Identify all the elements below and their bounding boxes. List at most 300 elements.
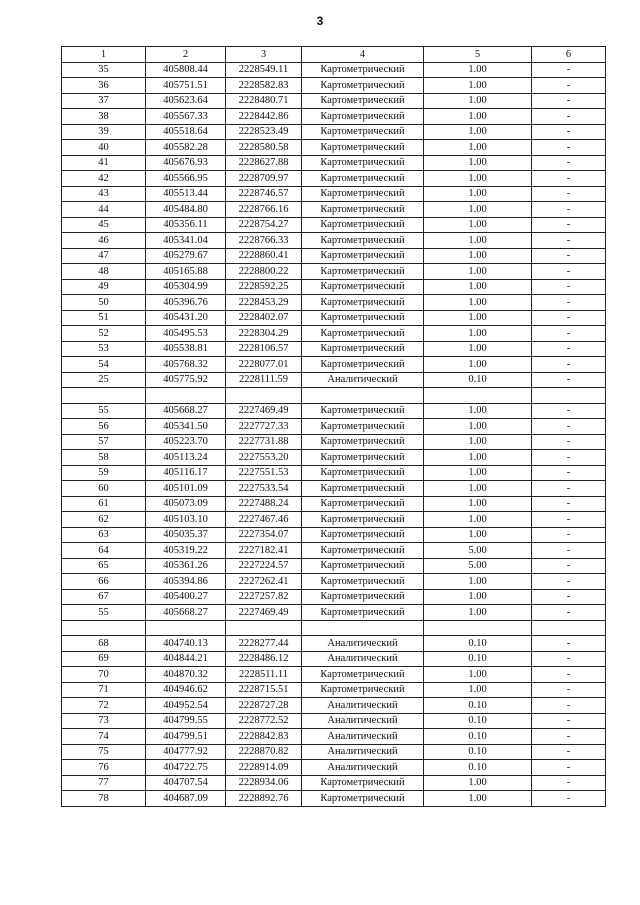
x-coordinate-cell: 405751.51 xyxy=(146,78,226,94)
table-row xyxy=(62,279,606,295)
y-coordinate-cell: 2228511.11 xyxy=(226,667,302,683)
method-cell: Картометрический xyxy=(302,667,424,683)
accuracy-cell: 1.00 xyxy=(424,202,532,218)
x-coordinate-cell: 405165.88 xyxy=(146,264,226,280)
point-number-cell: 59 xyxy=(62,465,146,481)
method-cell: Картометрический xyxy=(302,62,424,78)
note-cell: - xyxy=(532,574,606,590)
x-coordinate-cell: 405279.67 xyxy=(146,248,226,264)
point-number-cell: 67 xyxy=(62,589,146,605)
point-number-cell: 46 xyxy=(62,233,146,249)
point-number-cell: 65 xyxy=(62,558,146,574)
x-coordinate-cell: 405538.81 xyxy=(146,341,226,357)
point-number-cell: 56 xyxy=(62,419,146,435)
table-row xyxy=(62,233,606,249)
x-coordinate-cell: 405103.10 xyxy=(146,512,226,528)
x-coordinate-cell xyxy=(146,388,226,404)
point-number-cell: 37 xyxy=(62,93,146,109)
x-coordinate-cell: 405431.20 xyxy=(146,310,226,326)
note-cell: - xyxy=(532,527,606,543)
method-cell xyxy=(302,388,424,404)
table-row xyxy=(62,636,606,652)
method-cell: Картометрический xyxy=(302,403,424,419)
table-row xyxy=(62,791,606,807)
table-row xyxy=(62,620,606,636)
point-number-cell: 39 xyxy=(62,124,146,140)
x-coordinate-cell: 405035.37 xyxy=(146,527,226,543)
y-coordinate-cell: 2228580.58 xyxy=(226,140,302,156)
y-coordinate-cell: 2228746.57 xyxy=(226,186,302,202)
x-coordinate-cell: 404870.32 xyxy=(146,667,226,683)
table-row xyxy=(62,388,606,404)
accuracy-cell: 1.00 xyxy=(424,465,532,481)
accuracy-cell: 1.00 xyxy=(424,574,532,590)
table-row xyxy=(62,450,606,466)
x-coordinate-cell: 404952.54 xyxy=(146,698,226,714)
method-cell: Картометрический xyxy=(302,264,424,280)
y-coordinate-cell: 2227731.88 xyxy=(226,434,302,450)
note-cell: - xyxy=(532,605,606,621)
point-number-cell: 52 xyxy=(62,326,146,342)
x-coordinate-cell: 405396.76 xyxy=(146,295,226,311)
accuracy-cell: 1.00 xyxy=(424,217,532,233)
method-cell: Картометрический xyxy=(302,295,424,311)
table-row xyxy=(62,155,606,171)
accuracy-cell: 0.10 xyxy=(424,636,532,652)
method-cell: Картометрический xyxy=(302,791,424,807)
accuracy-cell: 1.00 xyxy=(424,171,532,187)
note-cell: - xyxy=(532,698,606,714)
point-number-cell: 35 xyxy=(62,62,146,78)
method-cell: Картометрический xyxy=(302,78,424,94)
method-cell: Аналитический xyxy=(302,372,424,388)
accuracy-cell: 1.00 xyxy=(424,233,532,249)
y-coordinate-cell: 2228842.83 xyxy=(226,729,302,745)
point-number-cell: 53 xyxy=(62,341,146,357)
method-cell: Картометрический xyxy=(302,512,424,528)
accuracy-cell: 1.00 xyxy=(424,403,532,419)
accuracy-cell: 1.00 xyxy=(424,264,532,280)
point-number-cell: 38 xyxy=(62,109,146,125)
accuracy-cell: 1.00 xyxy=(424,310,532,326)
y-coordinate-cell: 2228304.29 xyxy=(226,326,302,342)
accuracy-cell: 1.00 xyxy=(424,527,532,543)
note-cell: - xyxy=(532,155,606,171)
x-coordinate-cell: 405518.64 xyxy=(146,124,226,140)
y-coordinate-cell: 2228106.57 xyxy=(226,341,302,357)
accuracy-cell: 0.10 xyxy=(424,713,532,729)
table-row xyxy=(62,124,606,140)
note-cell: - xyxy=(532,202,606,218)
note-cell: - xyxy=(532,109,606,125)
x-coordinate-cell: 405582.28 xyxy=(146,140,226,156)
x-coordinate-cell: 405495.53 xyxy=(146,326,226,342)
x-coordinate-cell: 404707.54 xyxy=(146,775,226,791)
y-coordinate-cell: 2228077.01 xyxy=(226,357,302,373)
y-coordinate-cell: 2227551.53 xyxy=(226,465,302,481)
accuracy-cell: 1.00 xyxy=(424,496,532,512)
table-row xyxy=(62,62,606,78)
note-cell: - xyxy=(532,558,606,574)
x-coordinate-cell: 405304.99 xyxy=(146,279,226,295)
y-coordinate-cell: 2228800.22 xyxy=(226,264,302,280)
accuracy-cell: 0.10 xyxy=(424,372,532,388)
y-coordinate-cell: 2228709.97 xyxy=(226,171,302,187)
note-cell: - xyxy=(532,372,606,388)
y-coordinate-cell: 2228592.25 xyxy=(226,279,302,295)
note-cell: - xyxy=(532,403,606,419)
table-row xyxy=(62,310,606,326)
x-coordinate-cell: 405361.26 xyxy=(146,558,226,574)
method-cell: Картометрический xyxy=(302,682,424,698)
accuracy-cell: 1.00 xyxy=(424,434,532,450)
table-row xyxy=(62,589,606,605)
table-row xyxy=(62,574,606,590)
note-cell: - xyxy=(532,295,606,311)
x-coordinate-cell: 405668.27 xyxy=(146,605,226,621)
note-cell xyxy=(532,620,606,636)
x-coordinate-cell: 405775.92 xyxy=(146,372,226,388)
table-row xyxy=(62,217,606,233)
point-number-cell: 60 xyxy=(62,481,146,497)
y-coordinate-cell: 2228860.41 xyxy=(226,248,302,264)
accuracy-cell: 1.00 xyxy=(424,109,532,125)
method-cell: Картометрический xyxy=(302,140,424,156)
method-cell: Картометрический xyxy=(302,357,424,373)
method-cell: Картометрический xyxy=(302,574,424,590)
method-cell: Картометрический xyxy=(302,248,424,264)
x-coordinate-cell: 405668.27 xyxy=(146,403,226,419)
method-cell: Аналитический xyxy=(302,713,424,729)
note-cell: - xyxy=(532,791,606,807)
table-row xyxy=(62,496,606,512)
accuracy-cell: 1.00 xyxy=(424,512,532,528)
point-number-cell: 48 xyxy=(62,264,146,280)
y-coordinate-cell: 2227553.20 xyxy=(226,450,302,466)
note-cell: - xyxy=(532,310,606,326)
method-cell: Картометрический xyxy=(302,527,424,543)
table-row xyxy=(62,419,606,435)
accuracy-cell: 1.00 xyxy=(424,357,532,373)
table-row xyxy=(62,372,606,388)
method-cell: Картометрический xyxy=(302,279,424,295)
column-header: 3 xyxy=(226,47,302,63)
x-coordinate-cell: 404946.62 xyxy=(146,682,226,698)
point-number-cell: 55 xyxy=(62,605,146,621)
method-cell: Аналитический xyxy=(302,636,424,652)
point-number-cell: 72 xyxy=(62,698,146,714)
y-coordinate-cell: 2228582.83 xyxy=(226,78,302,94)
x-coordinate-cell: 404799.55 xyxy=(146,713,226,729)
y-coordinate-cell: 2227354.07 xyxy=(226,527,302,543)
table-row xyxy=(62,651,606,667)
x-coordinate-cell: 405676.93 xyxy=(146,155,226,171)
y-coordinate-cell: 2228627.88 xyxy=(226,155,302,171)
table-row xyxy=(62,93,606,109)
accuracy-cell: 0.10 xyxy=(424,744,532,760)
point-number-cell: 47 xyxy=(62,248,146,264)
y-coordinate-cell: 2228772.52 xyxy=(226,713,302,729)
method-cell: Картометрический xyxy=(302,124,424,140)
y-coordinate-cell: 2227469.49 xyxy=(226,605,302,621)
x-coordinate-cell: 404722.75 xyxy=(146,760,226,776)
page-number: 3 xyxy=(316,14,324,28)
table-row xyxy=(62,481,606,497)
y-coordinate-cell: 2227727.33 xyxy=(226,419,302,435)
point-number-cell: 45 xyxy=(62,217,146,233)
method-cell: Картометрический xyxy=(302,93,424,109)
y-coordinate-cell: 2228892.76 xyxy=(226,791,302,807)
note-cell: - xyxy=(532,512,606,528)
table-row xyxy=(62,543,606,559)
x-coordinate-cell: 404740.13 xyxy=(146,636,226,652)
accuracy-cell: 1.00 xyxy=(424,481,532,497)
method-cell: Картометрический xyxy=(302,233,424,249)
method-cell: Картометрический xyxy=(302,605,424,621)
method-cell: Картометрический xyxy=(302,310,424,326)
point-number-cell xyxy=(62,388,146,404)
method-cell: Картометрический xyxy=(302,589,424,605)
point-number-cell: 77 xyxy=(62,775,146,791)
y-coordinate-cell: 2228766.16 xyxy=(226,202,302,218)
accuracy-cell: 5.00 xyxy=(424,543,532,559)
y-coordinate-cell: 2228549.11 xyxy=(226,62,302,78)
table-row xyxy=(62,140,606,156)
note-cell: - xyxy=(532,636,606,652)
y-coordinate-cell: 2228480.71 xyxy=(226,93,302,109)
accuracy-cell: 1.00 xyxy=(424,124,532,140)
method-cell: Аналитический xyxy=(302,651,424,667)
y-coordinate-cell: 2228277.44 xyxy=(226,636,302,652)
y-coordinate-cell xyxy=(226,620,302,636)
accuracy-cell: 1.00 xyxy=(424,667,532,683)
table-row xyxy=(62,295,606,311)
table-row xyxy=(62,171,606,187)
method-cell: Картометрический xyxy=(302,434,424,450)
accuracy-cell xyxy=(424,388,532,404)
method-cell: Аналитический xyxy=(302,744,424,760)
point-number-cell: 63 xyxy=(62,527,146,543)
note-cell: - xyxy=(532,279,606,295)
x-coordinate-cell: 405223.70 xyxy=(146,434,226,450)
y-coordinate-cell: 2227257.82 xyxy=(226,589,302,605)
point-number-cell: 70 xyxy=(62,667,146,683)
x-coordinate-cell: 405073.09 xyxy=(146,496,226,512)
accuracy-cell: 1.00 xyxy=(424,605,532,621)
point-number-cell: 50 xyxy=(62,295,146,311)
point-number-cell: 71 xyxy=(62,682,146,698)
accuracy-cell: 0.10 xyxy=(424,729,532,745)
table-row xyxy=(62,403,606,419)
accuracy-cell: 1.00 xyxy=(424,791,532,807)
column-header: 1 xyxy=(62,47,146,63)
note-cell: - xyxy=(532,171,606,187)
x-coordinate-cell: 404687.09 xyxy=(146,791,226,807)
table-row xyxy=(62,202,606,218)
point-number-cell: 57 xyxy=(62,434,146,450)
y-coordinate-cell: 2228453.29 xyxy=(226,295,302,311)
point-number-cell: 40 xyxy=(62,140,146,156)
x-coordinate-cell: 405101.09 xyxy=(146,481,226,497)
point-number-cell: 55 xyxy=(62,403,146,419)
method-cell: Картометрический xyxy=(302,775,424,791)
accuracy-cell: 0.10 xyxy=(424,651,532,667)
x-coordinate-cell: 405319.22 xyxy=(146,543,226,559)
coordinates-table xyxy=(61,46,606,807)
point-number-cell: 51 xyxy=(62,310,146,326)
table-row xyxy=(62,326,606,342)
table-row xyxy=(62,682,606,698)
accuracy-cell: 1.00 xyxy=(424,155,532,171)
table-row xyxy=(62,698,606,714)
note-cell: - xyxy=(532,682,606,698)
method-cell: Аналитический xyxy=(302,760,424,776)
y-coordinate-cell: 2228870.82 xyxy=(226,744,302,760)
point-number-cell: 42 xyxy=(62,171,146,187)
note-cell: - xyxy=(532,543,606,559)
y-coordinate-cell xyxy=(226,388,302,404)
note-cell: - xyxy=(532,326,606,342)
method-cell: Картометрический xyxy=(302,558,424,574)
column-header: 6 xyxy=(532,47,606,63)
note-cell: - xyxy=(532,450,606,466)
note-cell: - xyxy=(532,140,606,156)
note-cell: - xyxy=(532,729,606,745)
accuracy-cell: 1.00 xyxy=(424,341,532,357)
method-cell: Картометрический xyxy=(302,155,424,171)
table-row xyxy=(62,605,606,621)
accuracy-cell: 1.00 xyxy=(424,62,532,78)
accuracy-cell: 1.00 xyxy=(424,140,532,156)
table-row xyxy=(62,186,606,202)
method-cell: Картометрический xyxy=(302,419,424,435)
point-number-cell: 54 xyxy=(62,357,146,373)
x-coordinate-cell: 405341.04 xyxy=(146,233,226,249)
table-body xyxy=(62,62,606,806)
method-cell: Картометрический xyxy=(302,450,424,466)
point-number-cell: 64 xyxy=(62,543,146,559)
accuracy-cell: 1.00 xyxy=(424,78,532,94)
note-cell: - xyxy=(532,589,606,605)
accuracy-cell: 1.00 xyxy=(424,295,532,311)
method-cell: Картометрический xyxy=(302,171,424,187)
method-cell: Картометрический xyxy=(302,543,424,559)
note-cell xyxy=(532,388,606,404)
point-number-cell: 58 xyxy=(62,450,146,466)
table-row xyxy=(62,512,606,528)
note-cell: - xyxy=(532,760,606,776)
x-coordinate-cell: 405623.64 xyxy=(146,93,226,109)
accuracy-cell: 1.00 xyxy=(424,326,532,342)
method-cell: Картометрический xyxy=(302,496,424,512)
x-coordinate-cell: 405513.44 xyxy=(146,186,226,202)
accuracy-cell: 1.00 xyxy=(424,93,532,109)
point-number-cell: 76 xyxy=(62,760,146,776)
note-cell: - xyxy=(532,481,606,497)
table-row xyxy=(62,667,606,683)
x-coordinate-cell: 405566.95 xyxy=(146,171,226,187)
accuracy-cell: 1.00 xyxy=(424,450,532,466)
table-row xyxy=(62,465,606,481)
note-cell: - xyxy=(532,434,606,450)
y-coordinate-cell: 2228934.06 xyxy=(226,775,302,791)
x-coordinate-cell: 405116.17 xyxy=(146,465,226,481)
table-row xyxy=(62,357,606,373)
y-coordinate-cell: 2228766.33 xyxy=(226,233,302,249)
point-number-cell: 44 xyxy=(62,202,146,218)
point-number-cell: 49 xyxy=(62,279,146,295)
y-coordinate-cell: 2227224.57 xyxy=(226,558,302,574)
accuracy-cell xyxy=(424,620,532,636)
note-cell: - xyxy=(532,667,606,683)
accuracy-cell: 1.00 xyxy=(424,186,532,202)
accuracy-cell: 0.10 xyxy=(424,698,532,714)
x-coordinate-cell: 404777.92 xyxy=(146,744,226,760)
point-number-cell: 62 xyxy=(62,512,146,528)
table-row xyxy=(62,760,606,776)
x-coordinate-cell: 405356.11 xyxy=(146,217,226,233)
table-row xyxy=(62,109,606,125)
accuracy-cell: 1.00 xyxy=(424,248,532,264)
point-number-cell: 68 xyxy=(62,636,146,652)
accuracy-cell: 5.00 xyxy=(424,558,532,574)
method-cell xyxy=(302,620,424,636)
y-coordinate-cell: 2228715.51 xyxy=(226,682,302,698)
x-coordinate-cell xyxy=(146,620,226,636)
y-coordinate-cell: 2227469.49 xyxy=(226,403,302,419)
y-coordinate-cell: 2228754.27 xyxy=(226,217,302,233)
note-cell: - xyxy=(532,78,606,94)
note-cell: - xyxy=(532,713,606,729)
note-cell: - xyxy=(532,233,606,249)
x-coordinate-cell: 405341.50 xyxy=(146,419,226,435)
x-coordinate-cell: 405484.80 xyxy=(146,202,226,218)
method-cell: Картометрический xyxy=(302,186,424,202)
y-coordinate-cell: 2228914.09 xyxy=(226,760,302,776)
column-header: 5 xyxy=(424,47,532,63)
y-coordinate-cell: 2228486.12 xyxy=(226,651,302,667)
note-cell: - xyxy=(532,186,606,202)
point-number-cell: 61 xyxy=(62,496,146,512)
note-cell: - xyxy=(532,465,606,481)
x-coordinate-cell: 405768.32 xyxy=(146,357,226,373)
table-row xyxy=(62,729,606,745)
method-cell: Картометрический xyxy=(302,217,424,233)
point-number-cell: 78 xyxy=(62,791,146,807)
table-row xyxy=(62,341,606,357)
point-number-cell: 36 xyxy=(62,78,146,94)
note-cell: - xyxy=(532,217,606,233)
table-row xyxy=(62,775,606,791)
accuracy-cell: 1.00 xyxy=(424,775,532,791)
method-cell: Картометрический xyxy=(302,481,424,497)
table-row xyxy=(62,744,606,760)
table-row xyxy=(62,248,606,264)
point-number-cell: 25 xyxy=(62,372,146,388)
x-coordinate-cell: 405808.44 xyxy=(146,62,226,78)
accuracy-cell: 0.10 xyxy=(424,760,532,776)
y-coordinate-cell: 2227488.24 xyxy=(226,496,302,512)
note-cell: - xyxy=(532,496,606,512)
table-row xyxy=(62,78,606,94)
table-row xyxy=(62,264,606,280)
note-cell: - xyxy=(532,248,606,264)
y-coordinate-cell: 2227182.41 xyxy=(226,543,302,559)
y-coordinate-cell: 2228402.07 xyxy=(226,310,302,326)
column-header: 2 xyxy=(146,47,226,63)
y-coordinate-cell: 2228727.28 xyxy=(226,698,302,714)
accuracy-cell: 1.00 xyxy=(424,682,532,698)
